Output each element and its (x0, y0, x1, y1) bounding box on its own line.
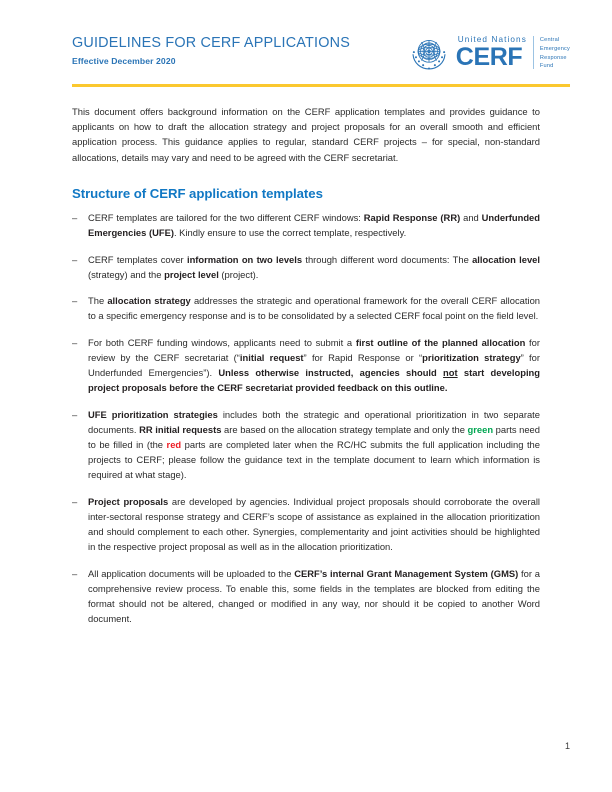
emphasis-text: project level (164, 268, 219, 280)
body-text: are developed by agencies. Individual project proposals should corroborate the overall inter-sectoral response strategy and CERF’s scope of assistance as explained in the allocation prioritization and should complement to each other. Synergies, complementarity and joint activities should be highlighted in the respective project proposal as well as in the allocation prioritization. (88, 495, 540, 552)
body-text: ” for Rapid Response or “ (303, 351, 423, 363)
body-text: for a comprehensive review process. To enable this, some fields in the templates are blocked from editing the format should not be altered, changed or modified in any way, nor should it be copied to another Word document. (88, 567, 540, 624)
body-text: (project). (218, 268, 259, 280)
body-text: through different word documents: The (302, 253, 473, 265)
emphasis-text: information on two levels (186, 253, 303, 265)
bullet-allocation-strategy (72, 293, 540, 323)
body-text: The (88, 295, 108, 307)
red-highlight-word: red (166, 438, 182, 450)
body-text: and (460, 211, 482, 223)
emphasis-underlined: not (443, 367, 458, 379)
logo-tagline-line-1: Central (539, 37, 560, 44)
logo-wordmark: CERF (455, 43, 523, 72)
emphasis-text: initial request (239, 351, 304, 363)
logo-tagline-line-3: Response (539, 54, 567, 61)
emphasis-text: Project proposals (88, 495, 169, 507)
emphasis-text: Rapid Response (RR) (363, 211, 461, 223)
body-text: parts are completed later when the RC/HC submits the full application including the projects to CERF; please follow the guidance text in the template document to learn which information is required at what stage). (88, 438, 540, 481)
body-text: are based on the allocation strategy template and only the (221, 423, 468, 435)
logo-tagline-line-2: Emergency (539, 45, 570, 52)
bullet-first-outline (72, 335, 540, 395)
intro-paragraph: This document offers background information on the CERF application templates and provides guidance to applicants on how to draft the allocation strategy and project proposals for an overall smooth and efficient application process. This guidance applies to regular, standard CERF projects – for special, non-standard allocations, details may vary and need to be agreed with the CERF secretariat. (72, 106, 540, 163)
bullet-marker: – (72, 295, 78, 307)
body-text: All application documents will be uploaded to the (88, 567, 295, 579)
section-heading: Structure of CERF application templates (72, 185, 323, 201)
bullet-project-proposals (72, 494, 540, 554)
page-subtitle: Effective December 2020 (72, 55, 176, 66)
bullet-marker: – (72, 253, 78, 265)
body-text: CERF templates cover (88, 253, 187, 265)
document-header (0, 0, 612, 92)
logo-tagline (540, 35, 570, 71)
body-text: addresses the strategic and operational framework for the overall CERF allocation to a specific emergency response and is to be consolidated by a selected CERF focal point on the field level. (88, 295, 540, 322)
header-title-block (72, 34, 350, 66)
body-text: . Kindly ensure to use the correct template, respectively. (173, 226, 407, 238)
body-text: (strategy) and the (88, 268, 165, 280)
emphasis-text: allocation level (472, 253, 540, 265)
header-divider-rule (72, 84, 570, 87)
bullet-ufe-prioritization (72, 407, 540, 482)
cerf-logo (408, 32, 570, 74)
emphasis-text: Unless otherwise instructed, agencies should (218, 367, 444, 379)
bullet-marker: – (72, 567, 78, 579)
bullet-two-levels (72, 252, 540, 282)
body-text: CERF templates are tailored for the two different CERF windows: (88, 211, 364, 223)
logo-divider (533, 36, 534, 69)
bullet-marker: – (72, 336, 78, 348)
body-text: for review by the CERF secretariat (“ (88, 336, 540, 363)
page-title: GUIDELINES FOR CERF APPLICATIONS (72, 35, 351, 51)
body-text: ” for Underfunded Emergencies”). (88, 351, 540, 379)
document-body (72, 104, 540, 626)
body-text: includes both the strategic and operational prioritization in two separate documents. (88, 408, 540, 435)
bullet-marker: – (72, 408, 78, 420)
emphasis-text: first outline of the planned allocation (355, 336, 526, 348)
bullet-cerf-windows (72, 210, 540, 240)
un-emblem-icon (408, 32, 450, 74)
emphasis-text: Underfunded Emergencies (UFE) (88, 211, 540, 238)
emphasis-text: UFE prioritization strategies (88, 408, 218, 420)
page-number: 1 (564, 741, 570, 751)
emphasis-text: prioritization strategy (422, 351, 521, 363)
bullet-marker: – (72, 495, 78, 507)
bullet-gms (72, 566, 540, 626)
green-highlight-word: green (467, 423, 494, 435)
emphasis-text: CERF’s internal Grant Management System (GMS) (294, 567, 519, 579)
logo-tagline-line-4: Fund (539, 63, 554, 70)
logo-organization: United Nations (457, 34, 527, 44)
emphasis-text: RR initial requests (139, 423, 222, 435)
emphasis-text: start developing project proposals before the CERF secretariat provided feedback on this outline. (88, 367, 540, 394)
emphasis-text: allocation strategy (107, 295, 191, 307)
logo-wordmark-group (456, 35, 570, 71)
bullet-list (72, 210, 540, 626)
body-text: For both CERF funding windows, applicants need to submit a (88, 336, 356, 348)
body-text: parts need to be filled in (the (88, 423, 540, 450)
bullet-marker: – (72, 211, 78, 223)
